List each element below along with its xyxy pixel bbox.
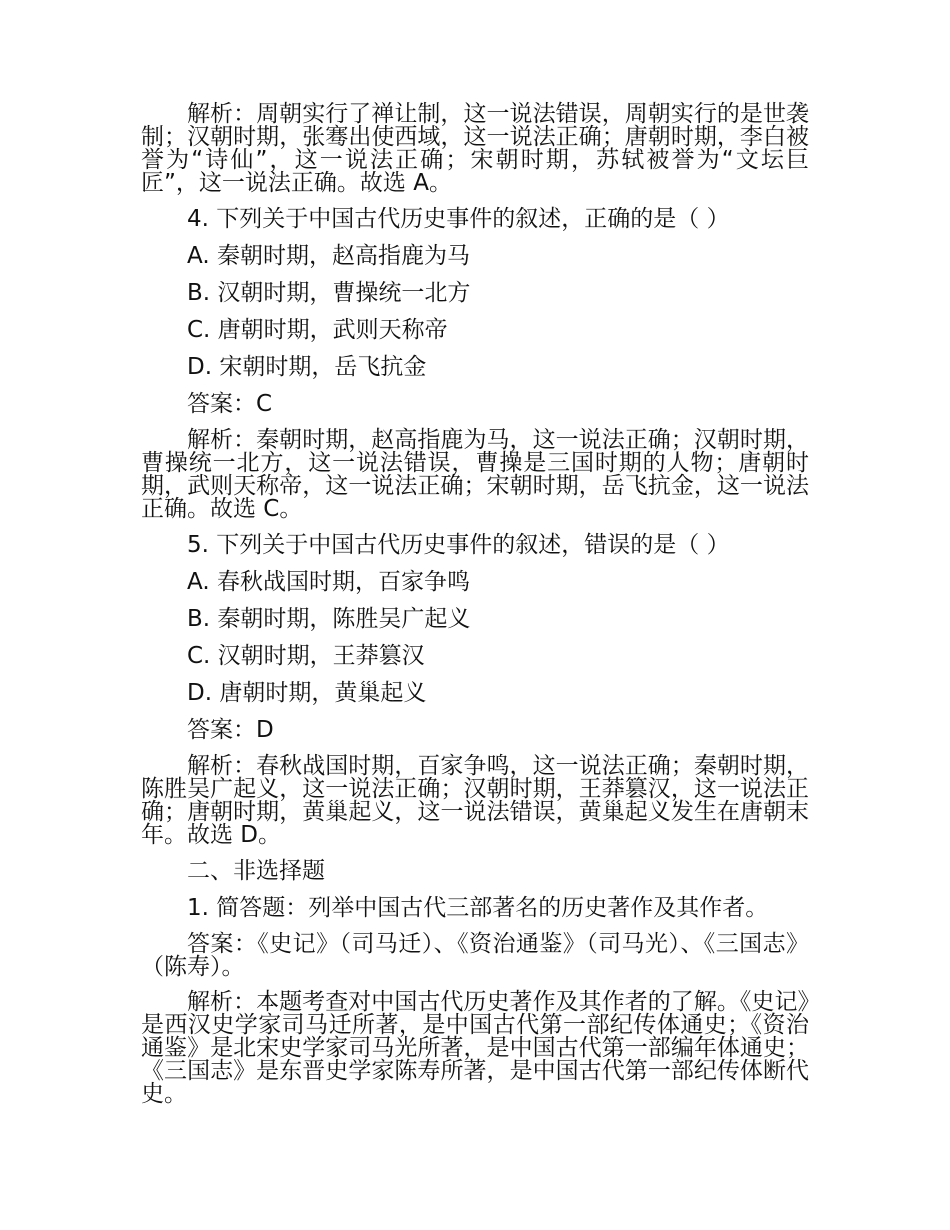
- question-4: 4. 下列关于中国古代历史事件的叙述，正确的是（ ）: [187, 206, 730, 232]
- q5-option-c: C. 汉朝时期，王莽篡汉: [187, 643, 425, 669]
- analysis-q4: 解析：秦朝时期，赵高指鹿为马，这一说法正确；汉朝时期，曹操统一北方，这一说法错误，曹操是三国时期的人物；唐朝时期，武则天称帝，这一说法正确；宋朝时期，岳飞抗金，这一说法正确。故选 C。: [141, 427, 809, 522]
- q4-option-b: B. 汉朝时期，曹操统一北方: [187, 280, 471, 306]
- q5-option-a: A. 春秋战国时期，百家争鸣: [187, 569, 470, 595]
- q5-option-d: D. 唐朝时期，黄巢起义: [187, 680, 427, 706]
- q5-answer: 答案：D: [187, 717, 274, 743]
- q4-option-a: A. 秦朝时期，赵高指鹿为马: [187, 243, 470, 269]
- analysis-q3: 解析：周朝实行了禅让制，这一说法错误，周朝实行的是世袭制；汉朝时期，张骞出使西域，这一说法正确；唐朝时期，李白被誉为“诗仙”，这一说法正确；宋朝时期，苏轼被誉为“文坛巨匠”，这一说法正确。故选 A。: [141, 101, 809, 196]
- document-body: [141, 103, 809, 1118]
- short-answer-question-1: 1. 简答题：列举中国古代三部著名的历史著作及其作者。: [187, 895, 769, 921]
- q4-answer: 答案：C: [187, 391, 273, 417]
- q4-option-c: C. 唐朝时期，武则天称帝: [187, 317, 448, 343]
- short-answer-analysis-1: 解析：本题考查对中国古代历史著作及其作者的了解。《史记》是西汉史学家司马迁所著，是中国古代第一部纪传体通史；《资治通鉴》是北宋史学家司马光所著，是中国古代第一部编年体通史；《三国志》是东晋史学家陈寿所著，是中国古代第一部纪传体断代史。: [141, 989, 809, 1107]
- short-answer-answer-1: 答案：《史记》（司马迁）、《资治通鉴》（司马光）、《三国志》（陈寿）。: [141, 931, 809, 980]
- analysis-q5: 解析：春秋战国时期，百家争鸣，这一说法正确；秦朝时期，陈胜吴广起义，这一说法正确；汉朝时期，王莽篡汉，这一说法正确；唐朝时期，黄巢起义，这一说法错误，黄巢起义发生在唐朝末年。故选 D。: [141, 753, 809, 848]
- section-heading-non-choice: 二、非选择题: [187, 858, 325, 884]
- question-5: 5. 下列关于中国古代历史事件的叙述，错误的是（ ）: [187, 532, 730, 558]
- q5-option-b: B. 秦朝时期，陈胜吴广起义: [187, 606, 471, 632]
- q4-option-d: D. 宋朝时期，岳飞抗金: [187, 354, 427, 380]
